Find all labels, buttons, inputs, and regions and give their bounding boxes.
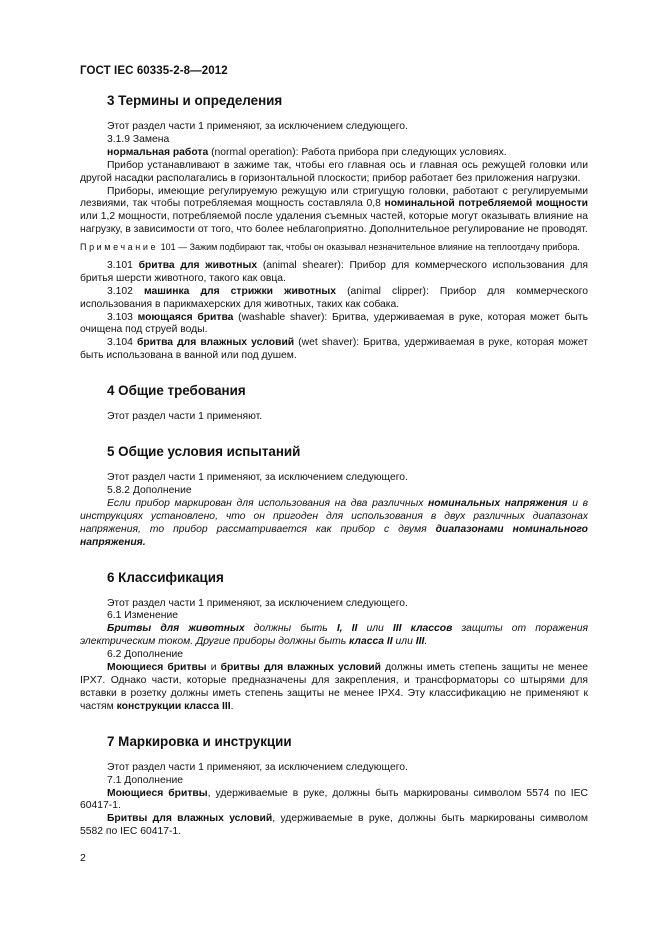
paragraph-dual-voltage: Если прибор маркирован для использования на два различных номинальных напряжения и в инструкциях установлено, что он пригоден для использования в двух различных диапазонах напряжения, то прибор рассматривается как прибор с двумя диапазонами номинального напряжения. [80, 497, 589, 548]
section-5-title: 5 Общие условия испытаний [107, 444, 301, 460]
section-7-intro: Этот раздел части 1 применяют, за исключением следующего. [107, 761, 408, 773]
section-3-title: 3 Термины и определения [107, 93, 283, 108]
definition-3-102: 3.102 машинка для стрижки животных (animal clipper): Прибор для коммерческого использования в парикмахерских для животных, таких как собака. [80, 285, 588, 310]
section-7-title: 7 Маркировка и инструкции [107, 733, 292, 749]
paragraph-protection-classes: Бритвы для животных должны быть I, II или III классов защиты от поражения электрическим током. Другие приборы должны быть класса II или III. [80, 623, 588, 648]
page-number: 2 [80, 852, 86, 864]
definition-3-103: 3.103 моющаяся бритва (washable shaver): Бритва, удерживаемая в руке, которая может быть очищена под струей воды. [80, 311, 588, 336]
document-body [80, 93, 588, 839]
paragraph-wet-marking: Бритвы для влажных условий, удерживаемые в руке, должны быть маркированы символом 5582 по IEC 60417-1. [80, 813, 588, 838]
definition-3-101: 3.101 бритва для животных (animal shearer): Прибор для коммерческого использования для бритья шерсти животного, такого как овца. [80, 259, 589, 284]
paragraph-ipx-classification: Моющиеся бритвы и бритвы для влажных условий должны иметь степень защиты не менее IPX7. Однако части, которые предназначены для закрепления, и трансформаторы со штырями для вставки в розетку должны иметь степень защиты не менее IPX4. Эту классификацию не применяют к частям конструкции класса III. [80, 662, 588, 712]
paragraph-clamp: Прибор устанавливают в зажиме так, чтобы его главная ось и главная ось режущей головки или другой насадки располагались в горизонтальной плоскости; прибор работает без приложения нагрузки. [80, 159, 588, 184]
section-4-intro: Этот раздел части 1 применяют. [107, 411, 263, 423]
section-3-item-3-1-9: 3.1.9 Замена [107, 133, 170, 145]
section-6-item-6-2: 6.2 Дополнение [107, 649, 183, 661]
note-101: Примечание 101 — Зажим подбирают так, чтобы он оказывал незначительное влияние на теплоотдачу прибора. [80, 242, 580, 253]
section-5-intro: Этот раздел части 1 применяют, за исключением следующего. [107, 472, 408, 484]
section-4-title: 4 Общие требования [107, 383, 246, 399]
definition-normal-operation: нормальная работа (normal operation): Работа прибора при следующих условиях. [107, 146, 507, 158]
paragraph-adjustable-heads: Приборы, имеющие регулируемую режущую или стригущую головки, работают с регулируемыми лезвиями, так чтобы потребляемая мощность составляла 0,8 номинальной потребляемой мощности или 1,2 мощности, потребляемой после удаления съемных частей, которые могут оказывать влияние на нагрузку, в зависимости от того, что более неблагоприятно. Дополнительное регулирование не проводят. [80, 185, 588, 236]
section-6-title: 6 Классификация [107, 569, 224, 585]
section-5-item-5-8-2: 5.8.2 Дополнение [107, 485, 192, 497]
definition-3-104: 3.104 бритва для влажных условий (wet shaver): Бритва, удерживаемая в руке, которая может быть использована в ванной или под душем. [80, 337, 588, 362]
document-header: ГОСТ IEC 60335-2-8—2012 [80, 65, 228, 77]
section-3-intro: Этот раздел части 1 применяют, за исключением следующего. [107, 121, 408, 132]
section-7-item-7-1: 7.1 Дополнение [107, 774, 183, 786]
section-6-item-6-1: 6.1 Изменение [107, 610, 179, 622]
section-6-intro: Этот раздел части 1 применяют, за исключением следующего. [107, 597, 408, 609]
paragraph-washable-marking: Моющиеся бритвы, удерживаемые в руке, должны быть маркированы символом 5574 по IEC 60417-1. [80, 787, 588, 812]
